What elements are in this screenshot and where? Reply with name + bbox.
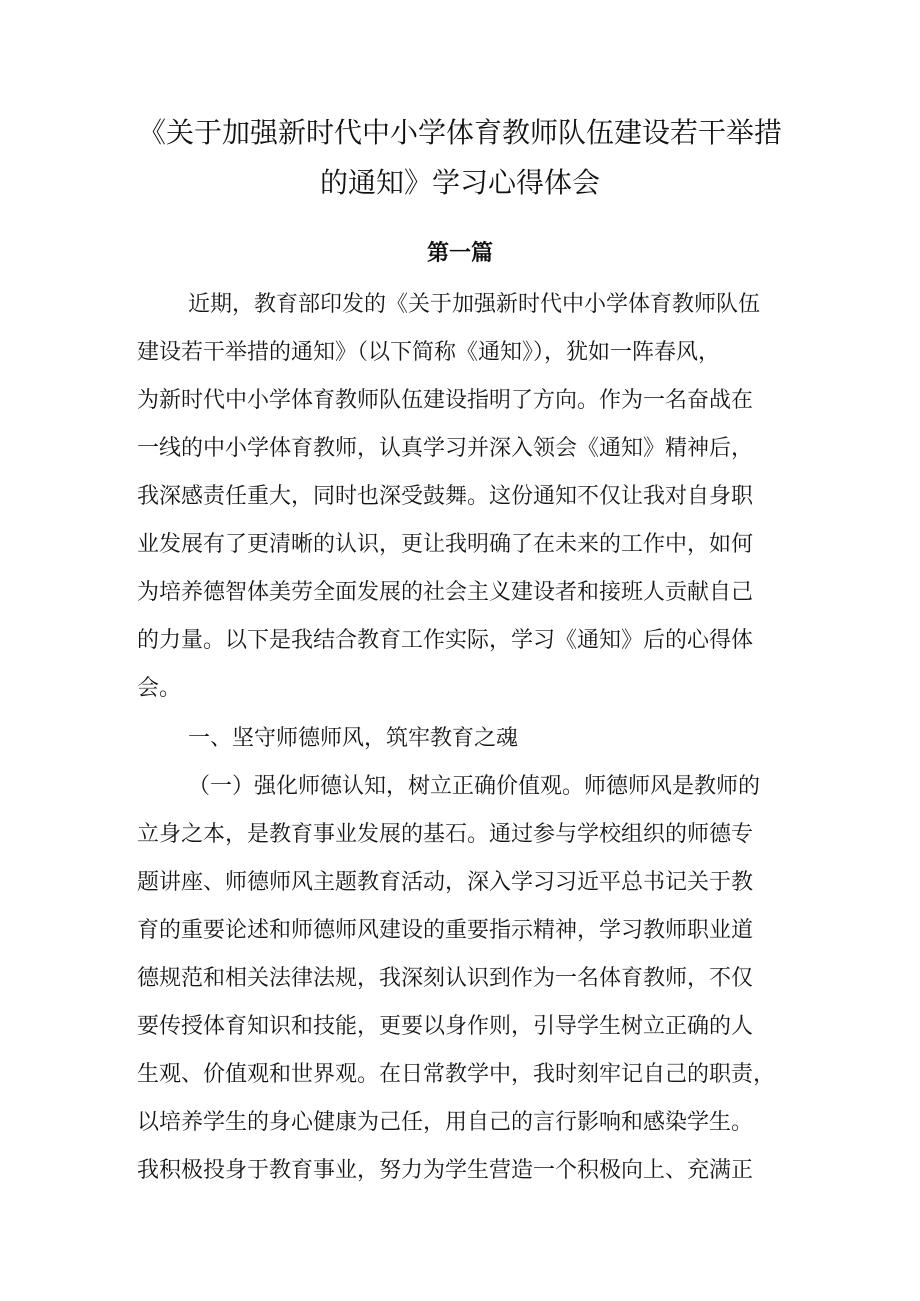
document-title-line-1: 《关于加强新时代中小学体育教师队伍建设若干举措: [137, 116, 782, 149]
subheading-line: 一、坚守师德师风，筑牢教育之魂: [188, 726, 519, 751]
body-line-19: 我积极投身于教育事业，努力为学生营造一个积极向上、充满正: [137, 1158, 754, 1183]
body-line-12: 立身之本，是教育事业发展的基石。通过参与学校组织的师德专: [137, 822, 754, 847]
body-line-4: 一线的中小学体育教师，认真学习并深入领会《通知》精神后，: [137, 436, 754, 461]
body-line-18: 以培养学生的身心健康为己任，用自己的言行影响和感染学生。: [137, 1110, 754, 1135]
body-line-5: 我深感责任重大，同时也深受鼓舞。这份通知不仅让我对自身职: [137, 484, 754, 509]
section-heading: 第一篇: [426, 241, 493, 266]
body-line-14: 育的重要论述和师德师风建设的重要指示精神，学习教师职业道: [137, 918, 754, 943]
body-line-17: 生观、价值观和世界观。在日常教学中，我时刻牢记自己的职责，: [137, 1062, 776, 1087]
body-line-1: 近期，教育部印发的《关于加强新时代中小学体育教师队伍: [188, 292, 761, 317]
body-line-15: 德规范和相关法律法规，我深刻认识到作为一名体育教师，不仅: [137, 966, 754, 991]
body-line-8: 的力量。以下是我结合教育工作实际，学习《通知》后的心得体: [137, 628, 754, 653]
body-line-9: 会。: [137, 676, 182, 701]
document-title-line-2: 的通知》学习心得体会: [319, 166, 600, 199]
body-line-2: 建设若干举措的通知》（以下简称《通知》），犹如一阵春风，: [137, 340, 721, 365]
body-line-7: 为培养德智体美劳全面发展的社会主义建设者和接班人贡献自己: [137, 580, 754, 605]
body-line-16: 要传授体育知识和技能，更要以身作则，引导学生树立正确的人: [137, 1014, 754, 1039]
body-line-3: 为新时代中小学体育教师队伍建设指明了方向。作为一名奋战在: [137, 388, 754, 413]
body-line-6: 业发展有了更清晰的认识，更让我明确了在未来的工作中，如何: [137, 532, 754, 557]
body-line-11: （一）强化师德认知，树立正确价值观。师德师风是教师的: [188, 774, 761, 799]
body-line-13: 题讲座、师德师风主题教育活动，深入学习习近平总书记关于教: [137, 870, 754, 895]
